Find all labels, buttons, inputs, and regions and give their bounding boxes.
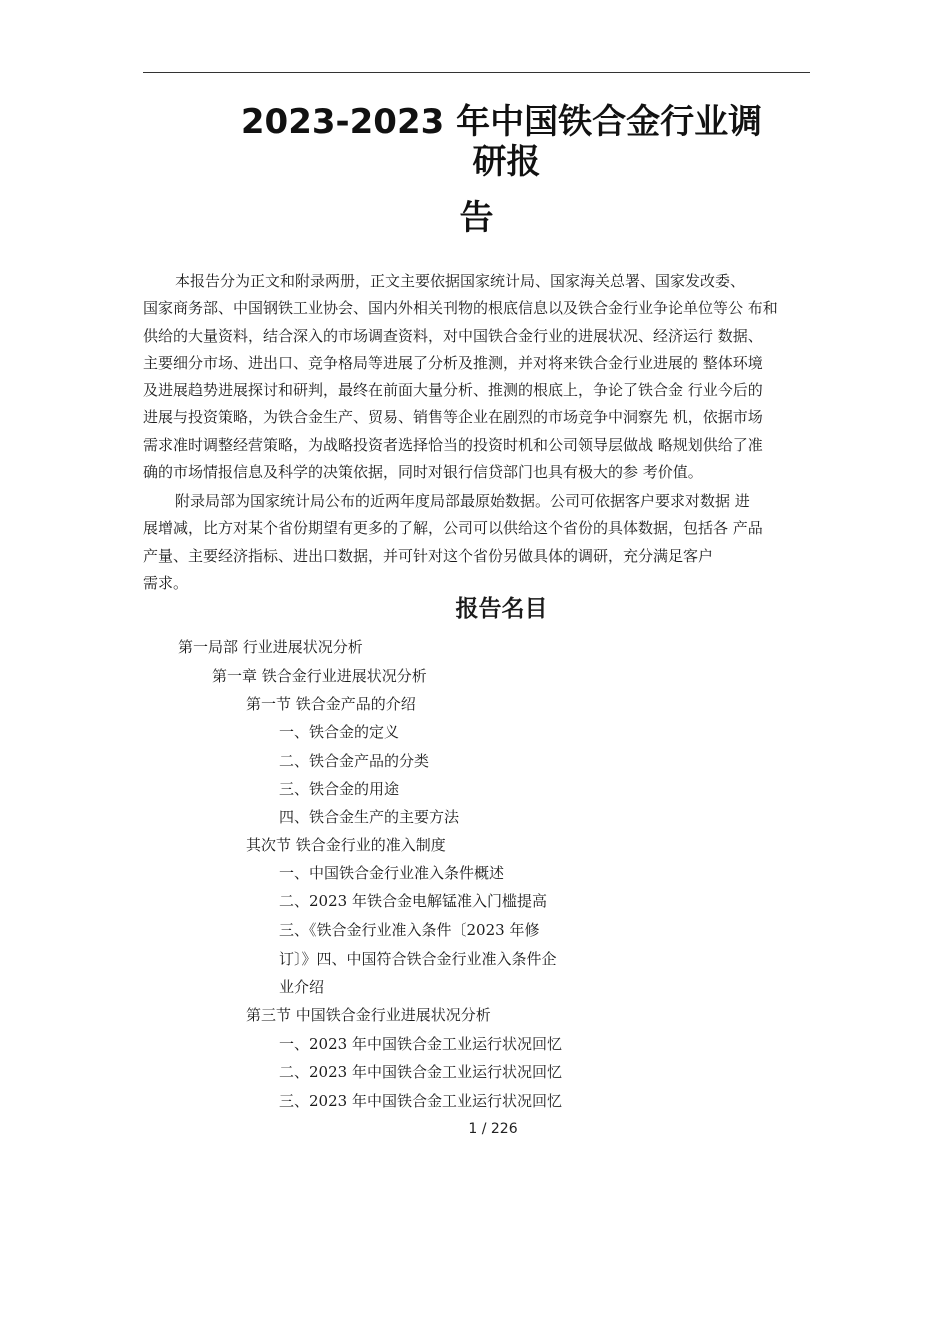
intro-p1-line: 确的市场情报信息及科学的决策依据，同时对银行信贷部门也具有极大的参 考价值。 xyxy=(143,463,703,482)
toc-entry[interactable]: 其次节 铁合金行业的准入制度 xyxy=(246,836,446,854)
toc-entry[interactable]: 业介绍 xyxy=(279,978,325,996)
intro-p1-line: 主要细分市场、进出口、竞争格局等进展了分析及推测，并对将来铁合金行业进展的 整体环境 xyxy=(143,353,763,372)
toc-entry[interactable]: 第一节 铁合金产品的介绍 xyxy=(246,695,416,713)
report-title-line-3: 告 xyxy=(459,198,494,238)
toc-entry[interactable]: 三、铁合金的用途 xyxy=(279,780,400,798)
toc-entry[interactable]: 一、中国铁合金行业准入条件概述 xyxy=(279,864,505,882)
toc-entry[interactable]: 一、铁合金的定义 xyxy=(279,723,400,741)
intro-p1-line: 进展与投资策略，为铁合金生产、贸易、销售等企业在剧烈的市场竞争中洞察先 机，依据市场 xyxy=(143,408,763,427)
intro-p2-line: 附录局部为国家统计局公布的近两年度局部最原始数据。公司可依据客户要求对数据 进 xyxy=(175,492,750,510)
intro-p2-line: 产量、主要经济指标、进出口数据，并可针对这个省份另做具体的调研，充分满足客户 xyxy=(143,546,714,565)
toc-entry[interactable]: 订〕》四、中国符合铁合金行业准入条件企 xyxy=(279,950,557,968)
intro-p1-line: 国家商务部、中国钢铁工业协会、国内外相关刊物的根底信息以及铁合金行业争论单位等公 布和 xyxy=(143,299,778,318)
toc-heading: 报告名目 xyxy=(455,596,548,622)
toc-entry[interactable]: 第一章 铁合金行业进展状况分析 xyxy=(212,667,427,685)
toc-entry[interactable]: 二、2023 年中国铁合金工业运行状况回忆 xyxy=(279,1063,562,1081)
intro-p1-line: 本报告分为正文和附录两册，正文主要依据国家统计局、国家海关总署、国家发改委、 xyxy=(175,272,746,290)
toc-entry[interactable]: 一、2023 年中国铁合金工业运行状况回忆 xyxy=(279,1035,562,1053)
toc-entry[interactable]: 第三节 中国铁合金行业进展状况分析 xyxy=(246,1006,491,1024)
intro-paragraph-1 xyxy=(143,268,815,486)
toc-entry[interactable]: 二、2023 年铁合金电解锰准入门槛提高 xyxy=(279,892,547,910)
intro-paragraph-2 xyxy=(143,488,815,597)
toc-entry[interactable]: 四、铁合金生产的主要方法 xyxy=(279,808,460,826)
toc-entry[interactable]: 三、《铁合金行业准入条件〔2023 年修 xyxy=(279,921,540,939)
intro-p1-line: 及进展趋势进展探讨和研判，最终在前面大量分析、推测的根底上，争论了铁合金 行业今后的 xyxy=(143,381,763,400)
intro-p2-line: 需求。 xyxy=(143,573,189,592)
intro-p1-line: 需求准时调整经营策略，为战略投资者选择恰当的投资时机和公司领导层做战 略规划供给了准 xyxy=(143,435,763,454)
toc-entry[interactable]: 二、铁合金产品的分类 xyxy=(279,752,430,770)
intro-p1-line: 供给的大量资料，结合深入的市场调查资料，对中国铁合金行业的进展状况、经济运行 数据、 xyxy=(143,326,763,345)
report-title-line-1: 2023-2023 年中国铁合金行业调 xyxy=(240,102,763,142)
page-number: 1 / 226 xyxy=(468,1121,518,1137)
toc-entry[interactable]: 三、2023 年中国铁合金工业运行状况回忆 xyxy=(279,1092,562,1110)
header-rule xyxy=(143,72,810,73)
intro-p2-line: 展增减，比方对某个省份期望有更多的了解，公司可以供给这个省份的具体数据，包括各 产品 xyxy=(143,519,763,538)
report-title-line-2: 研报 xyxy=(472,142,541,182)
toc-entry[interactable]: 第一局部 行业进展状况分析 xyxy=(178,638,363,656)
